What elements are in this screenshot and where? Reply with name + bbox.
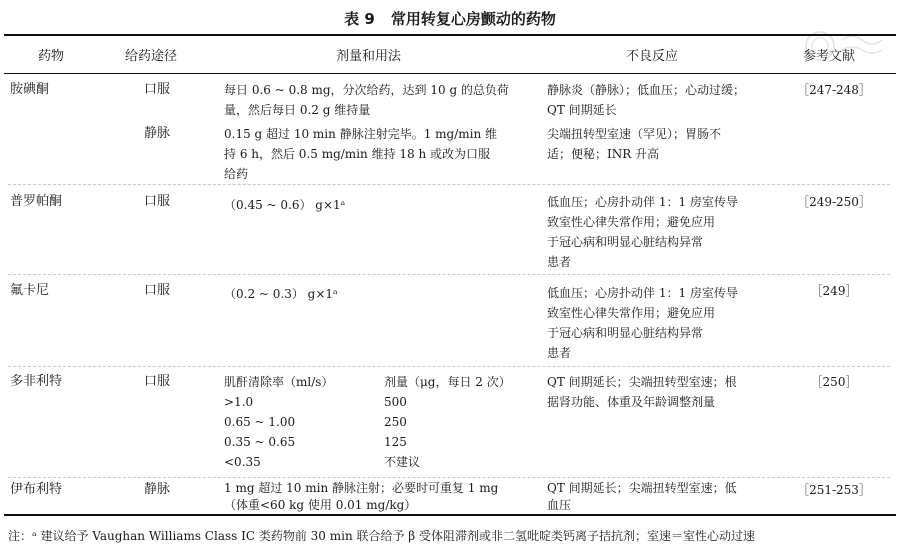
cell-ref-ibutilide: ［251-253］	[797, 483, 871, 497]
cell-adverse-amiodarone-2: 尖端扭转型室速（罕见）；胃肠不 适；便秘；INR 升高	[547, 127, 722, 161]
cell-dose-amiodarone-oral: 每日 0.6 ~ 0.8 mg，分次给药，达到 10 g 的总负荷 量，然后每日 0.2 g 维持量	[224, 83, 509, 117]
cell-adverse-dofetilide: QT 间期延长；尖端扭转型室速；根 据肾功能、体重及年龄调整剂量	[547, 375, 737, 409]
header-drug: 药物	[38, 49, 65, 64]
cell-adverse-ibutilide: QT 间期延长；尖端扭转型室速；低 血压	[547, 481, 737, 512]
dose-subtable-crcl: 0.65 ~ 1.00	[224, 415, 296, 429]
table-caption: 常用转复心房颤动的药物	[390, 10, 556, 28]
table-number: 表 9	[344, 10, 375, 28]
cell-dose-propafenone: （0.45 ~ 0.6） g×1ᵃ	[224, 198, 346, 212]
dose-subtable-dose: 不建议	[384, 455, 421, 469]
header-route: 给药途径	[125, 49, 178, 64]
dose-subtable-crcl: >1.0	[224, 395, 254, 409]
cell-route-oral: 口服	[144, 374, 171, 389]
dose-subtable-dose: 500	[384, 395, 407, 409]
table-footnote: 注：ᵃ 建议给予 Vaughan Williams Class IC 类药物前 30 min 联合给予 β 受体阻滞剂或非二氢吡啶类钙离子拮抗剂；室速＝室性心动过速	[8, 529, 756, 543]
dose-subtable-dose: 125	[384, 435, 407, 449]
cell-dose-ibutilide: 1 mg 超过 10 min 静脉注射；必要时可重复 1 mg （体重<60 kg 使用 0.01 mg/kg）	[224, 481, 499, 512]
table-top-rule	[4, 34, 896, 36]
cell-drug-propafenone: 普罗帕酮	[10, 194, 63, 209]
cell-route-oral: 口服	[144, 194, 171, 209]
cell-drug-dofetilide: 多非利特	[10, 374, 63, 389]
dose-subtable-crcl: <0.35	[224, 455, 261, 469]
cell-drug-amiodarone: 胺碘酮	[10, 82, 50, 97]
dose-subtable-dose: 250	[384, 415, 407, 429]
table-bottom-rule	[4, 514, 896, 516]
dose-subtable-crcl: 0.35 ~ 0.65	[224, 435, 296, 449]
cell-ref-propafenone: ［249-250］	[797, 195, 871, 209]
dose-subtable-header-dose: 剂量（μg，每日 2 次）	[384, 375, 511, 389]
cell-adverse-flecainide: 低血压；心房扑动伴 1：1 房室传导 致室性心律失常作用；避免应用 于冠心病和明显心脏结构异常 患者	[547, 286, 738, 360]
row-separator	[8, 274, 890, 275]
row-separator	[8, 477, 890, 478]
dose-subtable-header-crcl: 肌酐清除率（ml/s）	[224, 375, 334, 389]
row-separator	[8, 184, 890, 185]
header-dose: 剂量和用法	[336, 49, 402, 64]
cell-drug-flecainide: 氟卡尼	[10, 283, 50, 298]
cell-drug-ibutilide: 伊布利特	[10, 482, 63, 497]
cell-dose-amiodarone-iv: 0.15 g 超过 10 min 静脉注射完毕。1 mg/min 维 持 6 h，然后 0.5 mg/min 维持 18 h 或改为口服 给药	[224, 127, 498, 181]
table-header-rule	[4, 73, 896, 74]
cell-route-oral: 口服	[144, 283, 171, 298]
cell-route-iv: 静脉	[144, 126, 171, 141]
cell-ref-amiodarone: ［247-248］	[797, 83, 871, 97]
header-ref: 参考文献	[803, 49, 856, 64]
cell-route-iv: 静脉	[144, 482, 171, 497]
header-adverse: 不良反应	[626, 49, 679, 64]
cell-dose-flecainide: （0.2 ~ 0.3） g×1ᵃ	[224, 287, 338, 301]
row-separator	[8, 366, 890, 367]
cell-adverse-amiodarone-1: 静脉炎（静脉）；低血压；心动过缓； QT 间期延长	[547, 83, 746, 117]
cell-route-oral: 口服	[144, 82, 171, 97]
cell-adverse-propafenone: 低血压；心房扑动伴 1：1 房室传导 致室性心律失常作用；避免应用 于冠心病和明显心脏结构异常 患者	[547, 195, 738, 269]
cell-ref-flecainide: ［249］	[810, 284, 858, 298]
cell-ref-dofetilide: ［250］	[810, 375, 858, 389]
table-title	[0, 8, 900, 29]
